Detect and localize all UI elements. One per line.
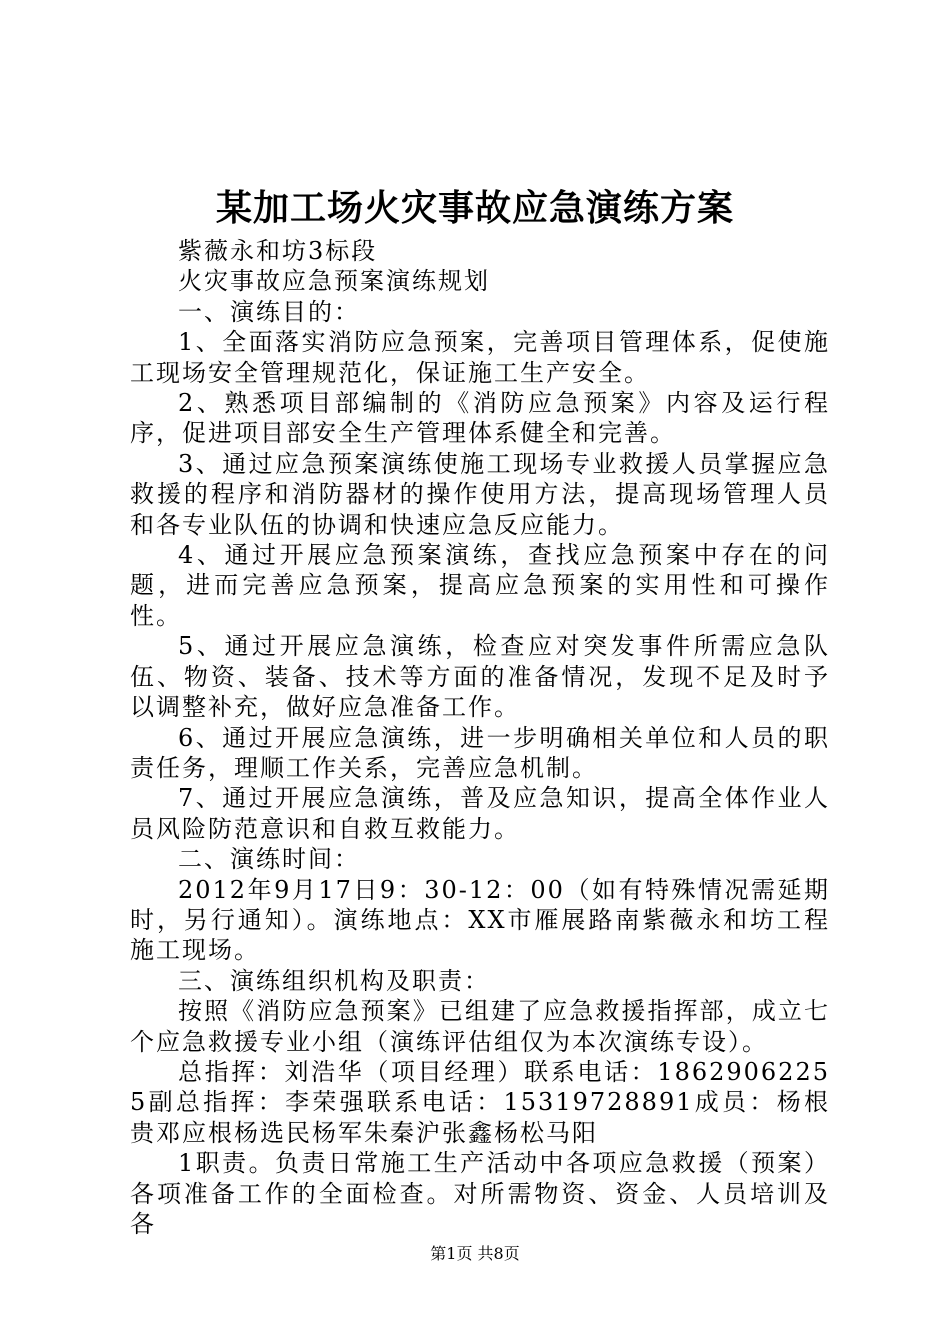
document-body (130, 236, 830, 1239)
paragraph: 紫薇永和坊3标段 (178, 237, 378, 265)
paragraph: 5、通过开展应急演练，检查应对突发事件所需应急队伍、物资、装备、技术等方面的准备情况，发现不足及时予以调整补充，做好应急准备工作。 (130, 632, 830, 722)
paragraph: 总指挥：刘浩华（项目经理）联系电话：18629062255副总指挥：李荣强联系电话：15319728891成员：杨根贵邓应根杨选民杨军朱秦沪张鑫杨松马阳 (130, 1057, 830, 1147)
page-footer: 第1页 共8页 (430, 1244, 520, 1263)
document-title: 某加工场火灾事故应急演练方案 (215, 187, 734, 229)
paragraph: 3、通过应急预案演练使施工现场专业救援人员掌握应急救援的程序和消防器材的操作使用方法，提高现场管理人员和各专业队伍的协调和快速应急反应能力。 (130, 449, 830, 539)
paragraph: 7、通过开展应急演练，普及应急知识，提高全体作业人员风险防范意识和自救互救能力。 (130, 784, 830, 843)
paragraph: 6、通过开展应急演练，进一步明确相关单位和人员的职责任务，理顺工作关系，完善应急机制。 (130, 723, 830, 782)
paragraph: 按照《消防应急预案》已组建了应急救援指挥部，成立七个应急救援专业小组（演练评估组仅为本次演练专设）。 (130, 997, 830, 1056)
paragraph: 1职责。负责日常施工生产活动中各项应急救援（预案）各项准备工作的全面检查。对所需物资、资金、人员培训及各 (130, 1149, 830, 1238)
section-heading: 三、演练组织机构及职责： (178, 966, 490, 995)
section-heading: 二、演练时间： (178, 845, 360, 874)
paragraph: 2012年9月17日9：30-12：00（如有特殊情况需延期时，另行通知）。演练地点：XX市雁展路南紫薇永和坊工程施工现场。 (130, 875, 830, 965)
paragraph: 2、熟悉项目部编制的《消防应急预案》内容及运行程序，促进项目部安全生产管理体系健全和完善。 (130, 389, 830, 448)
paragraph: 1、全面落实消防应急预案，完善项目管理体系，促使施工现场安全管理规范化，保证施工生产安全。 (130, 328, 830, 387)
paragraph: 4、通过开展应急预案演练，查找应急预案中存在的问题，进而完善应急预案，提高应急预案的实用性和可操作性。 (130, 541, 830, 630)
section-heading: 一、演练目的： (178, 297, 360, 326)
paragraph: 火灾事故应急预案演练规划 (178, 267, 490, 296)
